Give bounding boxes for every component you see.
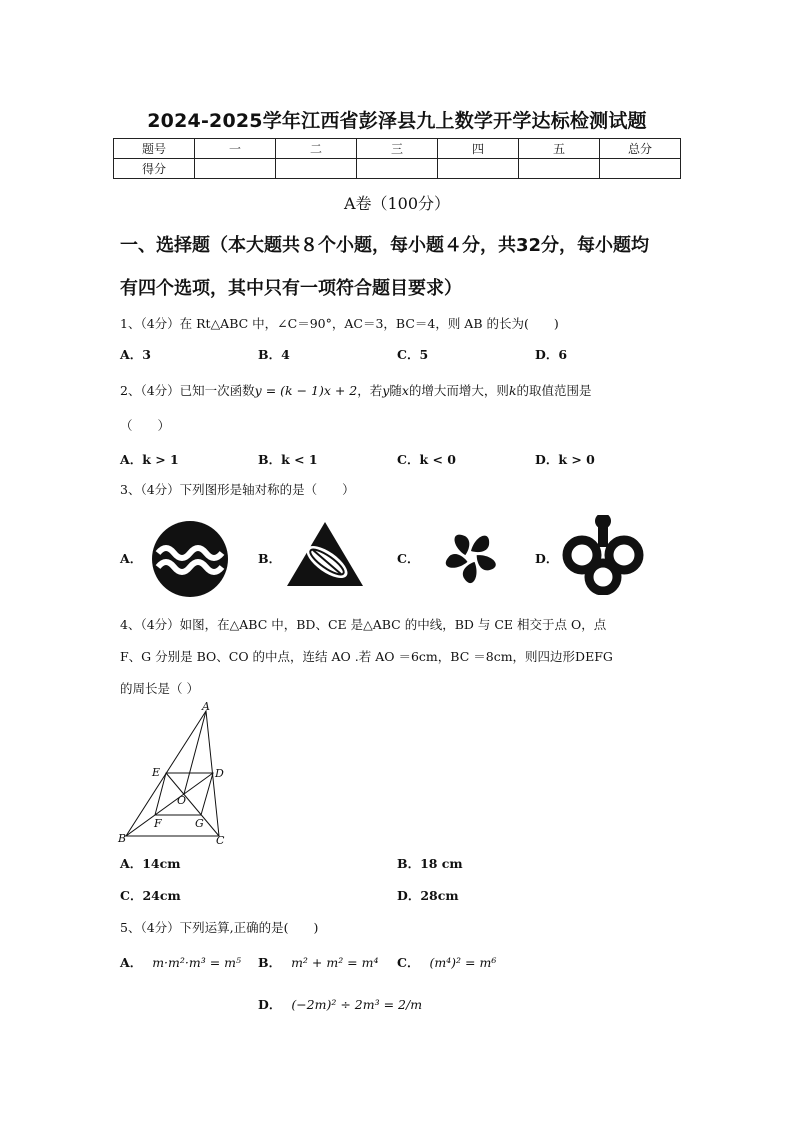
q5-option-c-label: C． [397, 955, 420, 970]
q1-option-d[interactable]: D．6 [535, 347, 568, 362]
q2-option-c[interactable]: C．k < 0 [397, 452, 456, 467]
q5-option-a-label: A． [120, 955, 143, 970]
q5-option-c[interactable] [397, 953, 496, 971]
figure-lines [126, 711, 219, 836]
q1-option-a[interactable]: A．3 [120, 347, 151, 362]
volume-heading: A卷（100分） [343, 194, 451, 213]
score-header-cell: 二 [276, 139, 357, 159]
segment-ao [184, 711, 206, 794]
triangle-figure [112, 700, 242, 846]
q5-option-b-expr: m² + m² = m⁴ [291, 955, 379, 970]
score-table [113, 138, 681, 179]
score-header-cell: 五 [519, 139, 600, 159]
label-o: O [177, 794, 187, 807]
score-cell[interactable] [519, 159, 600, 179]
score-cell[interactable] [276, 159, 357, 179]
q4-option-a[interactable]: A．14cm [120, 856, 181, 871]
score-header-cell: 四 [438, 139, 519, 159]
q4-option-b[interactable]: B．18 cm [397, 856, 463, 871]
q2-middle3: 的增大而增大，则 [408, 383, 509, 398]
q1-option-b[interactable]: B．4 [258, 347, 290, 362]
q3-option-c[interactable]: C． [397, 551, 420, 566]
label-e: E [152, 766, 161, 779]
score-header-cell: 一 [195, 139, 276, 159]
q5-option-a-expr: m·m²·m³ = m⁵ [152, 955, 241, 970]
question-4-line3: 的周长是（ ） [120, 681, 199, 696]
q2-suffix: 的取值范围是 [516, 383, 592, 398]
page-title: 2024-2025学年江西省彭泽县九上数学开学达标检测试题 [147, 110, 647, 132]
q2-var-y: y [382, 383, 390, 398]
score-header-cell: 三 [357, 139, 438, 159]
q2-option-b[interactable]: B．k < 1 [258, 452, 318, 467]
label-c: C [216, 834, 225, 846]
question-4-line1: 4、（4分）如图，在△ABC 中，BD、CE 是△ABC 的中线，BD 与 CE 相交于点 O，点 [120, 617, 607, 632]
q2-answer-paren: （ ） [120, 418, 171, 433]
score-cell[interactable] [600, 159, 681, 179]
triangle-emblem-icon[interactable] [285, 520, 365, 590]
q2-formula: y = (k − 1)x + 2 [254, 383, 358, 398]
q3-option-a[interactable]: A． [120, 551, 143, 566]
score-header-cell: 总分 [600, 139, 681, 159]
q3-option-d[interactable]: D． [535, 551, 559, 566]
q4-option-d[interactable]: D．28cm [397, 888, 459, 903]
q2-option-a[interactable]: A．k > 1 [120, 452, 179, 467]
q5-option-b[interactable] [258, 953, 379, 971]
label-d: D [215, 767, 224, 780]
q5-option-d-label: D． [258, 997, 282, 1012]
label-a: A [202, 700, 210, 713]
q5-option-d-expr: (−2m)² ÷ 2m³ = 2/m [291, 997, 423, 1012]
q1-option-c[interactable]: C．5 [397, 347, 429, 362]
q4-option-c[interactable]: C．24cm [120, 888, 181, 903]
section-heading-line1: 一、选择题（本大题共８个小题，每小题４分，共32分，每小题均 [120, 235, 650, 256]
label-f: F [154, 817, 162, 830]
question-5-text: 5、（4分）下列运算,正确的是( ) [120, 920, 319, 935]
q5-option-c-expr: (m⁴)² = m⁶ [429, 955, 497, 970]
score-table-score-row [114, 159, 681, 179]
q2-var-x: x [401, 383, 409, 398]
label-g: G [195, 817, 204, 830]
section-heading-line2: 有四个选项，其中只有一项符合题目要求） [120, 278, 462, 299]
score-cell[interactable] [357, 159, 438, 179]
q5-option-d[interactable] [258, 995, 422, 1013]
wave-emblem-icon[interactable] [150, 519, 230, 599]
score-row-label: 得分 [114, 159, 195, 179]
q2-var-k: k [508, 383, 517, 398]
question-4-line2: F、G 分别是 BO、CO 的中点，连结 AO .若 AO ＝6cm，BC ＝8cm，则四边形DEFG [120, 649, 613, 664]
q2-prefix: 2、（4分）已知一次函数 [120, 383, 255, 398]
q2-middle2: 随 [389, 383, 402, 398]
score-cell[interactable] [438, 159, 519, 179]
q2-middle: ，若 [357, 383, 383, 398]
pinwheel-flower-icon[interactable] [433, 519, 509, 595]
score-cell[interactable] [195, 159, 276, 179]
question-3-text: 3、（4分）下列图形是轴对称的是（ ） [120, 482, 355, 497]
three-ring-stem-icon[interactable] [562, 515, 644, 595]
score-table-header-row [114, 139, 681, 159]
q5-option-a[interactable] [120, 953, 241, 971]
question-1-text: 1、（4分）在 Rt△ABC 中，∠C＝90°，AC＝3，BC＝4，则 AB 的长为( ) [120, 316, 559, 331]
q2-option-d[interactable]: D．k > 0 [535, 452, 595, 467]
q5-option-b-label: B． [258, 955, 282, 970]
label-b: B [118, 832, 127, 845]
question-2-text [120, 381, 592, 399]
q3-option-b[interactable]: B． [258, 551, 282, 566]
score-header-cell: 题号 [114, 139, 195, 159]
median-ce [166, 773, 219, 836]
